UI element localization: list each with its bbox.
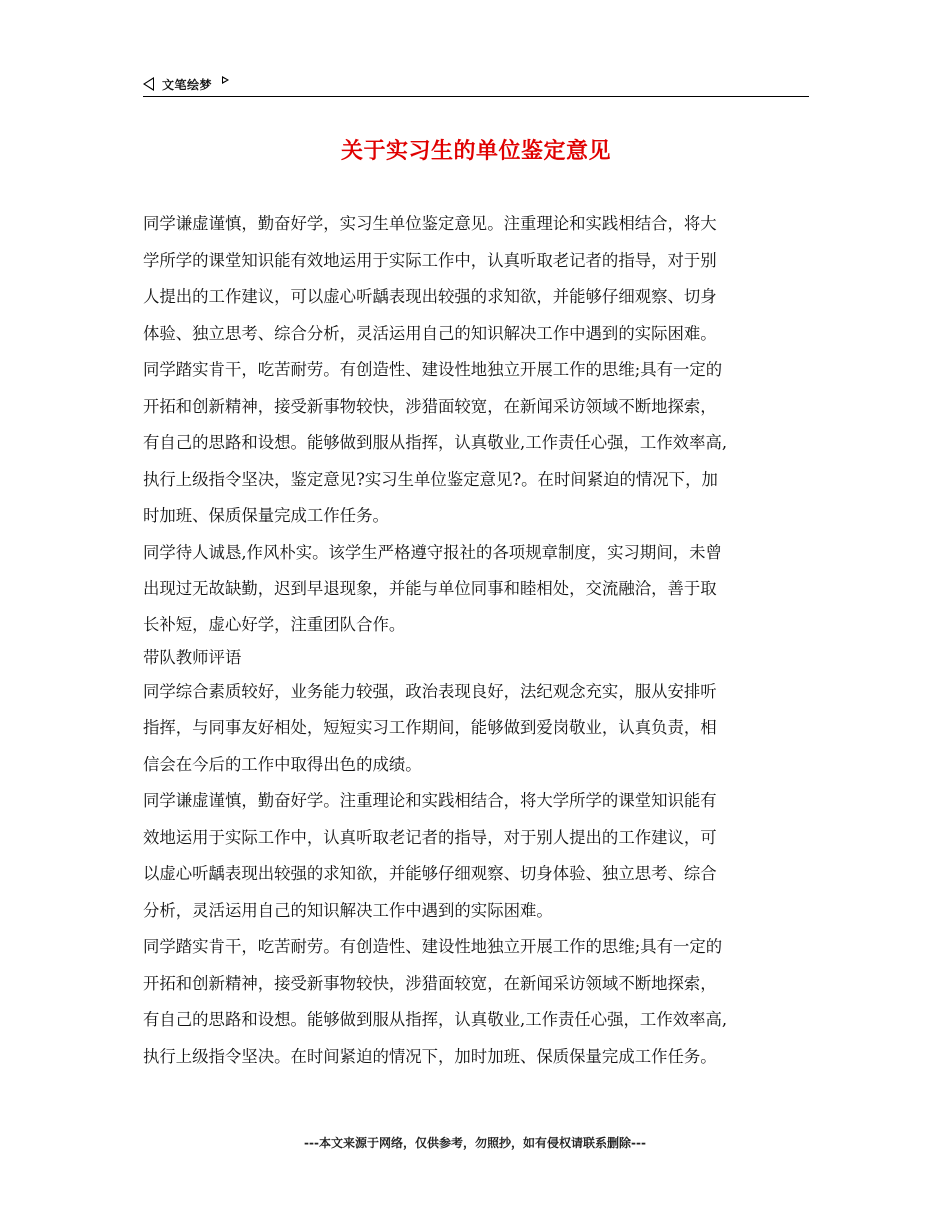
- section-heading: 带队教师评语: [143, 647, 242, 667]
- body-line: 分析，灵活运用自己的知识解决工作中遇到的实际困难。: [143, 900, 553, 920]
- body-line: 有自己的思路和设想。能够做到服从指挥，认真敬业,工作责任心强，工作效率高,: [143, 1010, 728, 1029]
- body-line: 信会在今后的工作中取得出色的成绩。: [143, 754, 422, 774]
- body-line: 人提出的工作建议，可以虚心听龋表现出较强的求知欲，并能够仔细观察、切身: [143, 287, 717, 306]
- body-line: 同学待人诚恳,作风朴实。该学生严格遵守报社的各项规章制度，实习期间，未曾: [143, 542, 722, 562]
- body-line: 同学谦虚谨慎，勤奋好学，实习生单位鉴定意见。注重理论和实践相结合，将大: [143, 214, 717, 233]
- body-line: 开拓和创新精神，接受新事物较快，涉猎面较宽，在新闻采访领域不断地探索，: [143, 396, 717, 416]
- body-line: 以虚心听龋表现出较强的求知欲，并能够仔细观察、切身体验、独立思考、综合: [143, 864, 717, 883]
- body-line: 出现过无故缺勤，迟到早退现象，并能与单位同事和睦相处，交流融洽，善于取: [143, 579, 717, 598]
- body-line: 效地运用于实际工作中，认真听取老记者的指导，对于别人提出的工作建议，可: [143, 827, 717, 847]
- document-title: 关于实习生的单位鉴定意见: [340, 139, 611, 164]
- body-line: 指挥，与同事友好相处，短短实习工作期间，能够做到爱岗敬业，认真负责，相: [143, 718, 717, 737]
- page-header: [143, 72, 809, 97]
- body-line: 体验、独立思考、综合分析，灵活运用自己的知识解决工作中遇到的实际困难。: [143, 323, 717, 343]
- triangle-right-icon: [222, 76, 229, 84]
- document-body: [143, 206, 809, 1075]
- page-footer: ---本文来源于网络，仅供参考，勿照抄，如有侵权请联系删除---: [304, 1136, 646, 1150]
- body-line: 时加班、保质保量完成工作任务。: [143, 506, 389, 525]
- body-line: 同学谦虚谨慎，勤奋好学。注重理论和实践相结合，将大学所学的课堂知识能有: [143, 791, 717, 810]
- body-line: 学所学的课堂知识能有效地运用于实际工作中，认真听取老记者的指导，对于别: [143, 250, 717, 270]
- body-line: 同学踏实肯干，吃苦耐劳。有创造性、建设性地独立开展工作的思维;具有一定的: [143, 360, 723, 379]
- body-line: 执行上级指令坚决。在时间紧迫的情况下，加时加班、保质保量完成工作任务。: [143, 1046, 717, 1066]
- body-line: 有自己的思路和设想。能够做到服从指挥，认真敬业,工作责任心强，工作效率高,: [143, 433, 728, 452]
- body-line: 同学综合素质较好，业务能力较强，政治表现良好，法纪观念充实，服从安排听: [143, 681, 717, 701]
- body-line: 长补短，虚心好学，注重团队合作。: [143, 614, 406, 634]
- body-line: 开拓和创新精神，接受新事物较快，涉猎面较宽，在新闻采访领域不断地探索，: [143, 973, 717, 993]
- triangle-left-icon: [143, 77, 154, 91]
- body-line: 同学踏实肯干，吃苦耐劳。有创造性、建设性地独立开展工作的思维;具有一定的: [143, 937, 723, 956]
- brand-name: 文笔绘梦: [162, 77, 213, 92]
- body-line: 执行上级指令坚决，鉴定意见?实习生单位鉴定意见?。在时间紧迫的情况下，加: [143, 469, 718, 489]
